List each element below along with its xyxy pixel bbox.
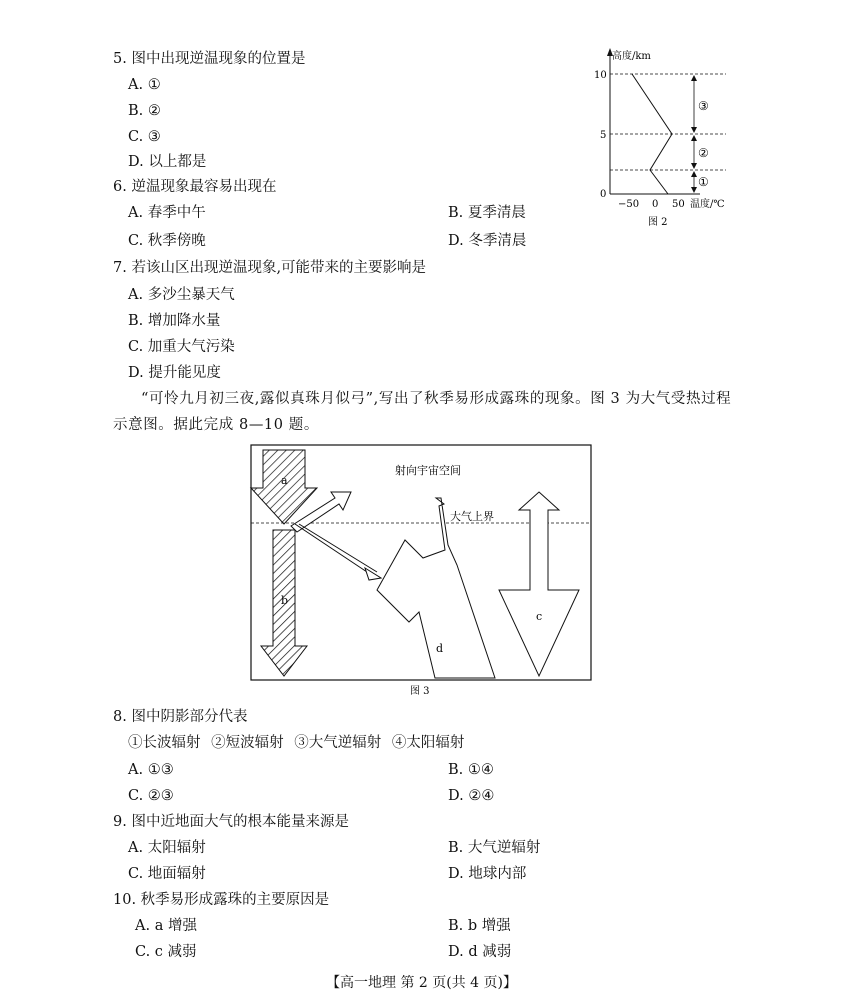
fig2-zone-3: ③: [698, 99, 709, 113]
q6-option-a: A. 春季中午: [128, 205, 206, 221]
q6-option-b: B. 夏季清晨: [448, 205, 526, 221]
q5-stem: 5. 图中出现逆温现象的位置是: [113, 51, 306, 67]
q8-option-b: B. ①④: [448, 762, 494, 778]
fig2-zone-2: ②: [698, 146, 709, 160]
fig3-arrow-c: [499, 492, 579, 676]
q8-option-a: A. ①③: [128, 762, 174, 778]
fig2-x-tick-50: 50: [672, 199, 685, 210]
fig3-label-b: b: [281, 594, 289, 607]
q8-stem: 8. 图中阴影部分代表: [113, 709, 248, 725]
q10-stem: 10. 秋季易形成露珠的主要原因是: [113, 892, 330, 908]
q9-stem: 9. 图中近地面大气的根本能量来源是: [113, 814, 349, 830]
fig2-zone-1: ①: [698, 175, 709, 189]
q6-stem: 6. 逆温现象最容易出现在: [113, 179, 277, 195]
q9-option-a: A. 太阳辐射: [128, 840, 206, 856]
fig2-x-tick-neg50: −50: [618, 199, 640, 210]
q7-stem: 7. 若该山区出现逆温现象,可能带来的主要影响是: [113, 260, 427, 276]
q5-option-b: B. ②: [128, 103, 161, 119]
q10-option-a: A. a 增强: [135, 918, 197, 934]
q5-option-d: D. 以上都是: [128, 154, 207, 170]
q5-option-a: A. ①: [128, 77, 161, 93]
q5-option-c: C. ③: [128, 129, 161, 145]
fig3-top-label: 射向宇宙空间: [395, 464, 461, 477]
page-footer: 【高一地理 第 2 页(共 4 页)】: [326, 975, 517, 991]
q9-option-d: D. 地球内部: [448, 866, 527, 882]
q8-choices: ①长波辐射 ②短波辐射 ③大气逆辐射 ④太阳辐射: [128, 735, 465, 751]
q10-option-d: D. d 减弱: [448, 944, 512, 960]
q7-option-c: C. 加重大气污染: [128, 339, 235, 355]
fig2-x-label: 温度/℃: [690, 199, 725, 210]
q7-option-d: D. 提升能见度: [128, 365, 221, 381]
q10-option-b: B. b 增强: [448, 918, 511, 934]
fig3-boundary-label: 大气上界: [450, 510, 494, 523]
intro-paragraph: “可怜九月初三夜,露似真珠月似弓”,写出了秋季易形成露珠的现象。图 3 为大气受热过程示意图。据此完成 8—10 题。: [113, 391, 732, 433]
fig2-x-tick-0: 0: [652, 199, 659, 210]
q10-option-c: C. c 减弱: [135, 944, 197, 960]
fig2-y-tick-10: 10: [594, 70, 607, 81]
fig3-label-c: c: [536, 610, 543, 623]
fig2-y-tick-0: 0: [600, 189, 607, 200]
q9-option-b: B. 大气逆辐射: [448, 840, 541, 856]
fig3-label-d: d: [436, 642, 444, 655]
figure-3-atmosphere-heating: [245, 440, 597, 698]
q8-option-c: C. ②③: [128, 788, 174, 804]
fig3-caption: 图 3: [410, 686, 430, 697]
q9-option-c: C. 地面辐射: [128, 866, 206, 882]
fig2-caption: 图 2: [648, 217, 668, 228]
fig2-y-label: 高度/km: [612, 51, 651, 62]
q7-option-a: A. 多沙尘暴天气: [128, 287, 235, 303]
fig3-arrow-a: [251, 450, 317, 524]
fig3-label-a: a: [281, 474, 288, 487]
fig2-y-tick-5: 5: [600, 130, 607, 141]
q8-option-d: D. ②④: [448, 788, 495, 804]
q7-option-b: B. 增加降水量: [128, 313, 221, 329]
q6-option-d: D. 冬季清晨: [448, 233, 527, 249]
figure-2-inversion-chart: [590, 44, 740, 234]
q6-option-c: C. 秋季傍晚: [128, 233, 206, 249]
